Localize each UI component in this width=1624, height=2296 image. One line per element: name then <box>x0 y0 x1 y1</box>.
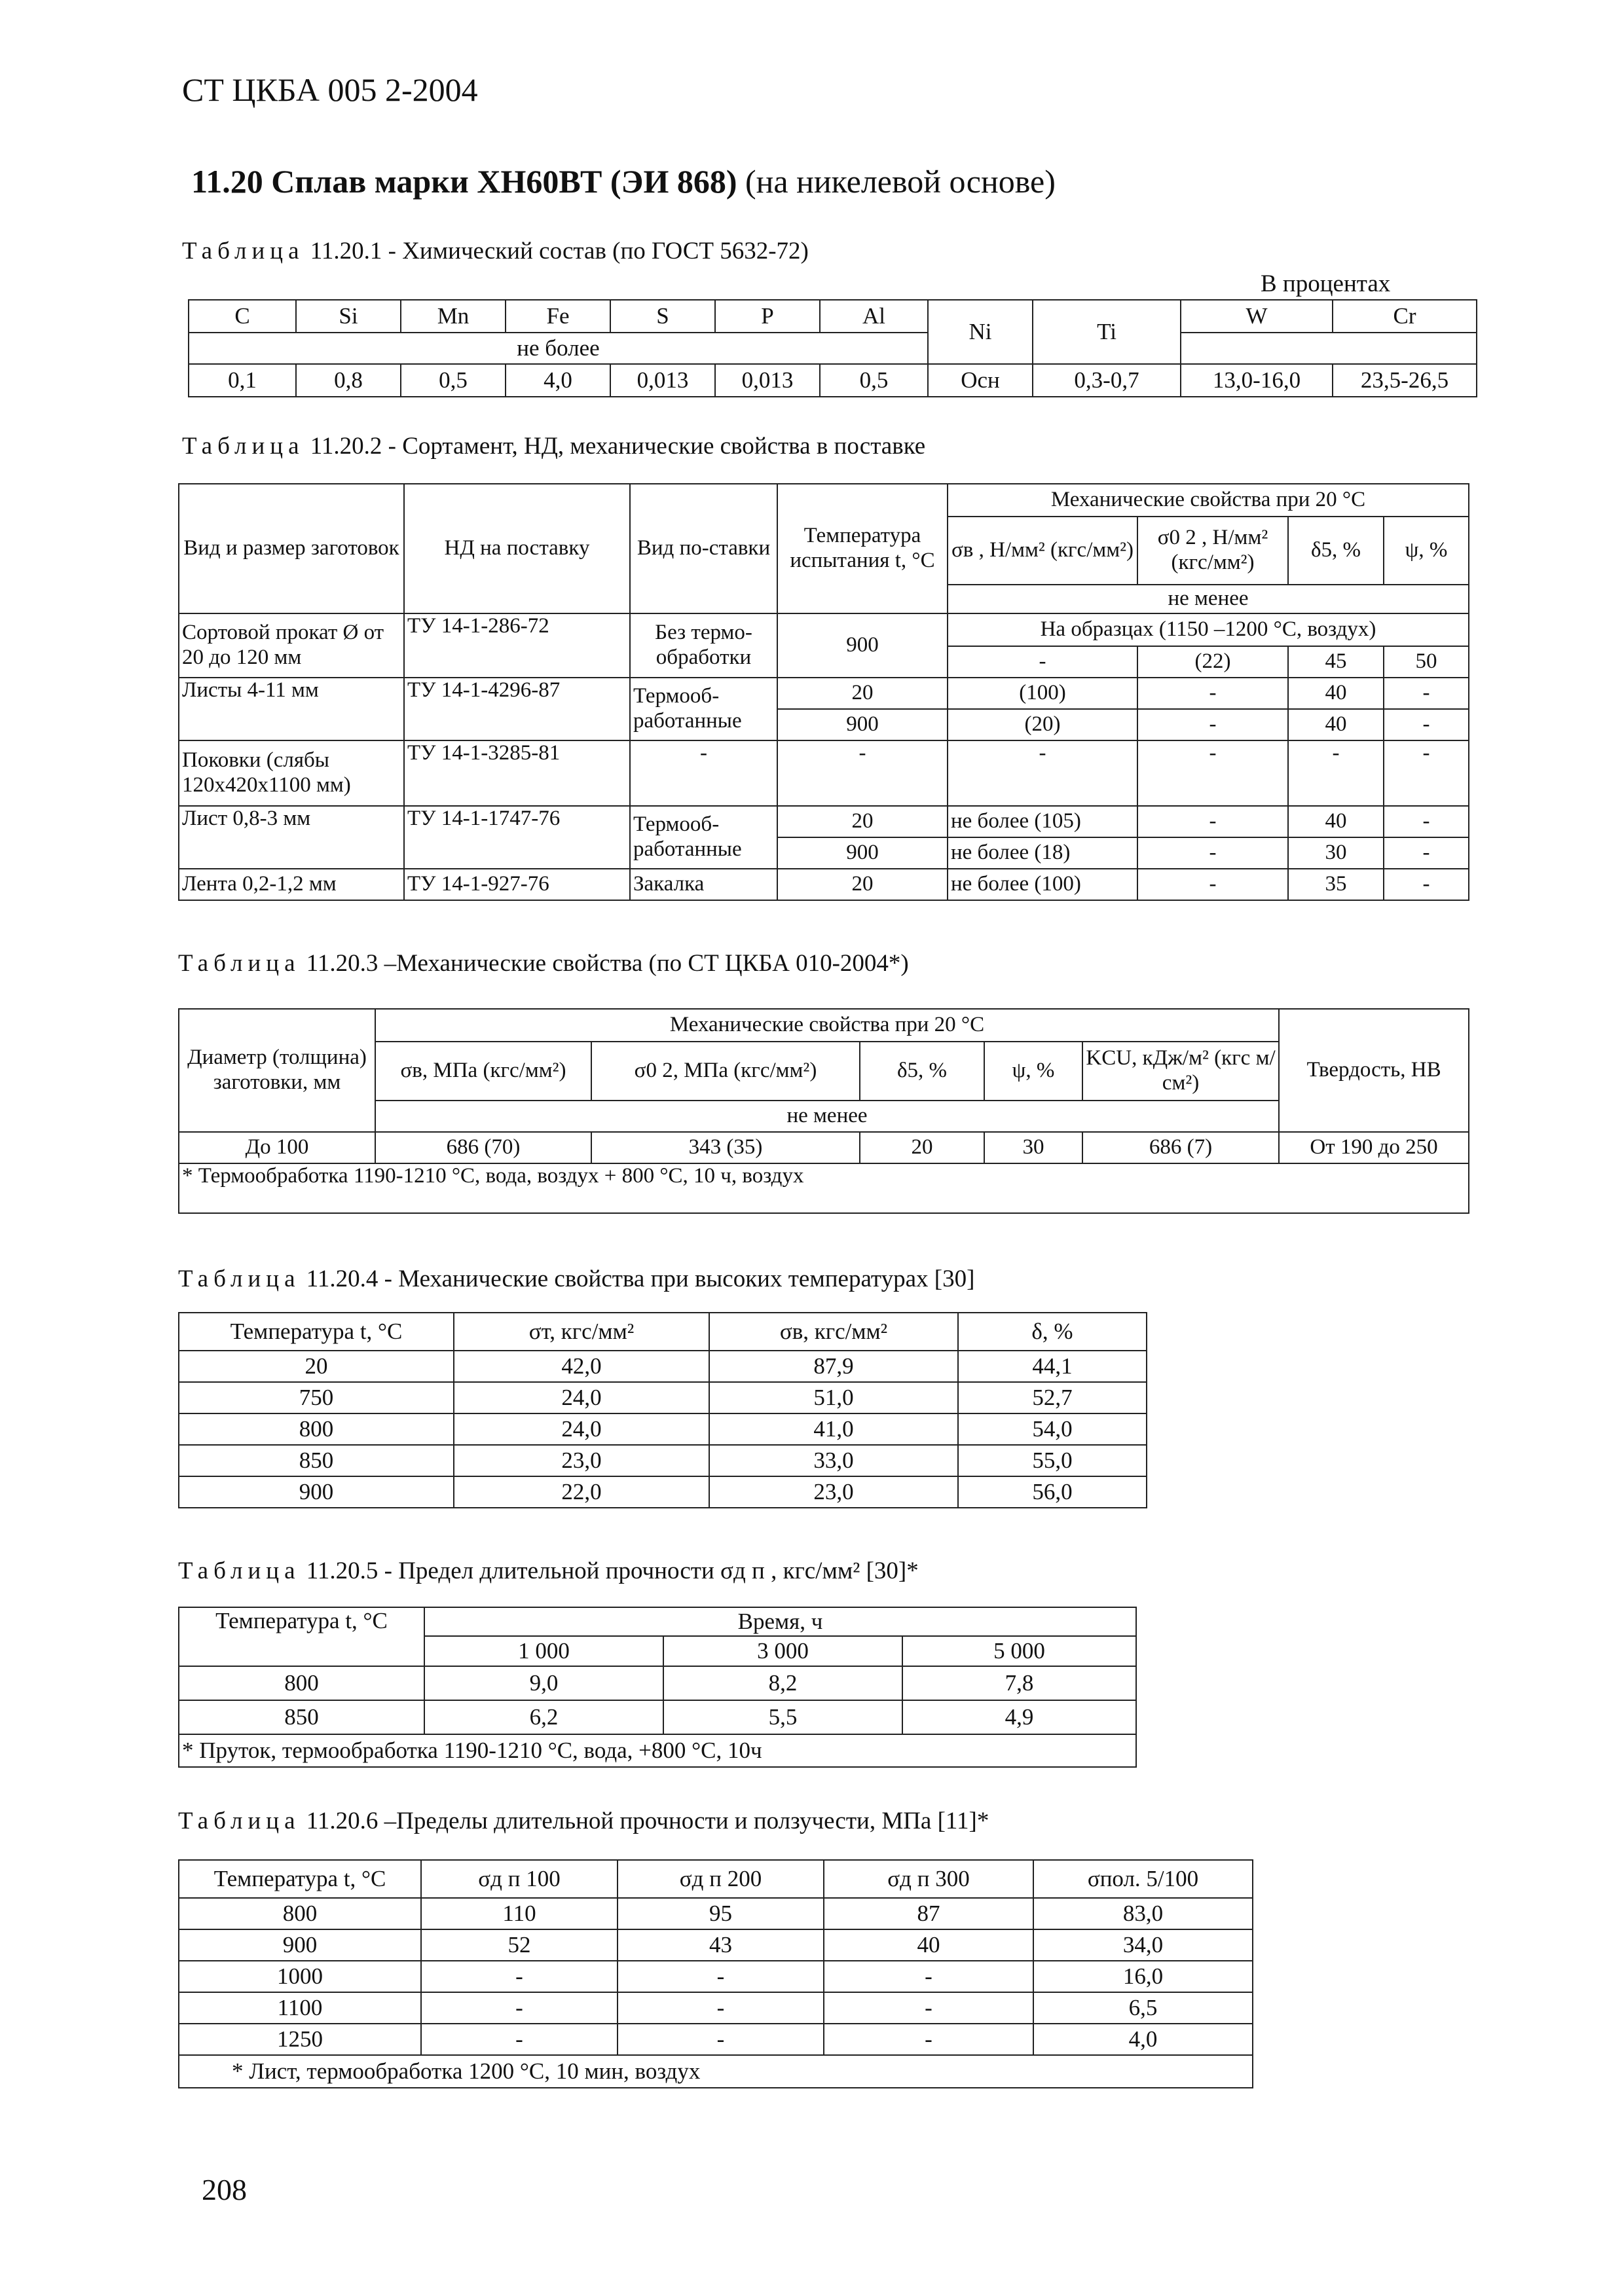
header-sigma-b: σв, кгс/мм² <box>709 1313 958 1351</box>
table-cell: - <box>824 1992 1033 2024</box>
row1-sigma-b: - <box>948 646 1137 678</box>
table-cell: 850 <box>179 1700 424 1734</box>
table-cell: - <box>824 2024 1033 2055</box>
header-ni: Ni <box>928 300 1033 364</box>
header-sigma-dp100: σд п 100 <box>421 1860 618 1898</box>
table5-footnote: * Пруток, термообработка 1190-1210 °С, вода, +800 °С, 10ч <box>179 1734 1136 1767</box>
table6-footnote: * Лист, термообработка 1200 °С, 10 мин, воздух <box>179 2055 1253 2088</box>
caption-word: Таблица <box>178 1266 301 1292</box>
header-psi: ψ, % <box>984 1042 1082 1101</box>
header-p: P <box>715 300 820 333</box>
header-psi: ψ, % <box>1384 517 1469 585</box>
row2-psi2: - <box>1384 709 1469 740</box>
row3-delta5: - <box>1288 740 1384 806</box>
table-cell: 800 <box>179 1898 421 1929</box>
header-c: C <box>189 300 296 333</box>
table-cell: 52 <box>421 1929 618 1961</box>
row3-kind: Поковки (слябы 120х420х1100 мм) <box>179 740 404 806</box>
caption-number: 11.20.4 <box>306 1266 378 1292</box>
table-cell: 5,5 <box>663 1700 902 1734</box>
value-mn: 0,5 <box>401 364 506 397</box>
row2-delta51: 40 <box>1288 678 1384 709</box>
value-ni: Осн <box>928 364 1033 397</box>
row1-psi: 50 <box>1384 646 1469 678</box>
row3-sigma-02: - <box>1137 740 1288 806</box>
empty-cell <box>1181 333 1477 364</box>
page-number: 208 <box>202 2173 247 2206</box>
value-c: 0,1 <box>189 364 296 397</box>
chemical-composition-table <box>188 299 1477 397</box>
table-cell: 24,0 <box>454 1382 709 1413</box>
table5-caption <box>178 1557 919 1585</box>
header-time-3000: 3 000 <box>663 1636 902 1666</box>
header-delta5: δ5, % <box>860 1042 984 1101</box>
caption-number: 11.20.1 <box>310 238 382 264</box>
header-sigma-b: σв , Н/мм² (кгс/мм²) <box>948 517 1137 585</box>
header-sigma-b: σв, МПа (кгс/мм²) <box>375 1042 591 1101</box>
table-cell: - <box>824 1961 1033 1992</box>
header-sigma-dp300: σд п 300 <box>824 1860 1033 1898</box>
caption-word: Таблица <box>178 1808 301 1834</box>
max-subheader: не более <box>189 333 928 364</box>
table1-caption <box>182 237 809 265</box>
row4-temp2: 900 <box>777 837 948 869</box>
row5-kind: Лента 0,2-1,2 мм <box>179 869 404 900</box>
caption-number: 11.20.2 <box>310 433 382 460</box>
row2-sigma-b2: (20) <box>948 709 1137 740</box>
header-sigma-t: σт, кгс/мм² <box>454 1313 709 1351</box>
high-temp-properties-table <box>178 1312 1147 1508</box>
row2-temp1: 20 <box>777 678 948 709</box>
table1-units: В процентах <box>1261 270 1391 297</box>
row2-sigma-021: - <box>1137 678 1288 709</box>
value-sigma-02: 343 (35) <box>591 1132 860 1163</box>
header-nd: НД на поставку <box>404 484 630 613</box>
header-si: Si <box>296 300 401 333</box>
row4-sigma-022: - <box>1137 837 1288 869</box>
row5-sigma-02: - <box>1137 869 1288 900</box>
value-psi: 30 <box>984 1132 1082 1163</box>
table-cell: 54,0 <box>958 1413 1147 1445</box>
table-cell: 40 <box>824 1929 1033 1961</box>
table-cell: 42,0 <box>454 1351 709 1382</box>
table-cell: 23,0 <box>454 1445 709 1476</box>
table-cell: 44,1 <box>958 1351 1147 1382</box>
table-cell: 1000 <box>179 1961 421 1992</box>
table-cell: - <box>618 1992 824 2024</box>
caption-number: 11.20.3 <box>306 950 378 977</box>
header-delivery: Вид по-ставки <box>630 484 777 613</box>
creep-strength-table <box>178 1859 1253 2088</box>
row3-nd: ТУ 14-1-3285-81 <box>404 740 630 806</box>
table4-caption <box>178 1265 974 1293</box>
value-diameter: До 100 <box>179 1132 375 1163</box>
value-s: 0,013 <box>610 364 715 397</box>
caption-text: –Пределы длительной прочности и ползучести, МПа [11]* <box>378 1808 989 1834</box>
table-cell: 4,9 <box>902 1700 1136 1734</box>
caption-word: Таблица <box>182 433 304 460</box>
table-cell: - <box>421 1961 618 1992</box>
value-delta5: 20 <box>860 1132 984 1163</box>
section-title <box>191 162 1056 200</box>
header-mech: Механические свойства при 20 °С <box>375 1009 1279 1042</box>
caption-number: 11.20.5 <box>306 1558 378 1584</box>
row3-delivery: - <box>630 740 777 806</box>
header-min: не менее <box>948 585 1469 613</box>
header-time-1000: 1 000 <box>424 1636 663 1666</box>
row5-delivery: Закалка <box>630 869 777 900</box>
table-cell: 1100 <box>179 1992 421 2024</box>
table2-caption <box>182 432 925 460</box>
table-cell: 800 <box>179 1413 454 1445</box>
row1-temp: 900 <box>777 613 948 678</box>
header-sigma-02: σ0 2, МПа (кгс/мм²) <box>591 1042 860 1101</box>
table-cell: 8,2 <box>663 1666 902 1700</box>
value-al: 0,5 <box>820 364 928 397</box>
caption-text: - Химический состав (по ГОСТ 5632-72) <box>382 238 809 264</box>
header-delta: δ, % <box>958 1313 1147 1351</box>
mechanical-properties-table <box>178 1008 1469 1214</box>
value-p: 0,013 <box>715 364 820 397</box>
table-cell: 24,0 <box>454 1413 709 1445</box>
row1-note: На образцах (1150 –1200 °С, воздух) <box>948 613 1469 646</box>
caption-text: - Механические свойства при высоких температурах [30] <box>378 1266 975 1292</box>
header-kcu: KCU, кДж/м² (кгс м/см²) <box>1082 1042 1279 1101</box>
value-w: 13,0-16,0 <box>1181 364 1333 397</box>
table-cell: 95 <box>618 1898 824 1929</box>
caption-word: Таблица <box>182 238 304 264</box>
table-cell: 850 <box>179 1445 454 1476</box>
table-cell: - <box>618 1961 824 1992</box>
table-cell: 83,0 <box>1033 1898 1253 1929</box>
table-cell: 750 <box>179 1382 454 1413</box>
table-cell: 52,7 <box>958 1382 1147 1413</box>
header-s: S <box>610 300 715 333</box>
row3-temp: - <box>777 740 948 806</box>
row4-kind: Лист 0,8-3 мм <box>179 806 404 869</box>
header-temperature: Температура t, °С <box>179 1607 424 1666</box>
caption-text: - Предел длительной прочности σд п , кгс/мм² [30]* <box>378 1558 919 1584</box>
header-cr: Cr <box>1333 300 1477 333</box>
header-kind: Вид и размер заготовок <box>179 484 404 613</box>
caption-text: - Сортамент, НД, механические свойства в поставке <box>382 433 926 460</box>
table6-caption <box>178 1807 989 1835</box>
row3-sigma-b: - <box>948 740 1137 806</box>
row5-temp: 20 <box>777 869 948 900</box>
row1-kind: Сортовой прокат Ø от 20 до 120 мм <box>179 613 404 678</box>
table3-caption <box>178 949 909 977</box>
value-ti: 0,3-0,7 <box>1033 364 1181 397</box>
header-al: Al <box>820 300 928 333</box>
section-title-rest: (на никелевой основе) <box>737 163 1056 200</box>
row4-temp1: 20 <box>777 806 948 837</box>
row5-sigma-b: не более (100) <box>948 869 1137 900</box>
header-temperature: Температура t, °С <box>179 1860 421 1898</box>
table-cell: 7,8 <box>902 1666 1136 1700</box>
table-cell: 800 <box>179 1666 424 1700</box>
row1-delta5: 45 <box>1288 646 1384 678</box>
table-cell: 9,0 <box>424 1666 663 1700</box>
table-cell: 6,2 <box>424 1700 663 1734</box>
row1-nd: ТУ 14-1-286-72 <box>404 613 630 678</box>
caption-number: 11.20.6 <box>306 1808 378 1834</box>
table-cell: - <box>421 2024 618 2055</box>
row4-nd: ТУ 14-1-1747-76 <box>404 806 630 869</box>
header-min: не менее <box>375 1101 1279 1132</box>
table-cell: 41,0 <box>709 1413 958 1445</box>
caption-word: Таблица <box>178 1558 301 1584</box>
row4-psi2: - <box>1384 837 1469 869</box>
row2-nd: ТУ 14-1-4296-87 <box>404 678 630 740</box>
row4-delta52: 30 <box>1288 837 1384 869</box>
value-sigma-b: 686 (70) <box>375 1132 591 1163</box>
table-cell: 20 <box>179 1351 454 1382</box>
row3-psi: - <box>1384 740 1469 806</box>
row2-kind: Листы 4-11 мм <box>179 678 404 740</box>
row1-delivery: Без термо-обработки <box>630 613 777 678</box>
header-w: W <box>1181 300 1333 333</box>
table-cell: 43 <box>618 1929 824 1961</box>
header-mech: Механические свойства при 20 °С <box>948 484 1469 517</box>
table-cell: 87,9 <box>709 1351 958 1382</box>
header-test-temp: Температура испытания t, °С <box>777 484 948 613</box>
caption-text: –Механические свойства (по СТ ЦКБА 010-2004*) <box>378 950 909 977</box>
value-kcu: 686 (7) <box>1082 1132 1279 1163</box>
table-cell: 110 <box>421 1898 618 1929</box>
header-sigma-dp200: σд п 200 <box>618 1860 824 1898</box>
value-cr: 23,5-26,5 <box>1333 364 1477 397</box>
table-cell: 34,0 <box>1033 1929 1253 1961</box>
table-cell: 56,0 <box>958 1476 1147 1508</box>
long-term-strength-table <box>178 1607 1137 1768</box>
header-mn: Mn <box>401 300 506 333</box>
row5-delta5: 35 <box>1288 869 1384 900</box>
row2-psi1: - <box>1384 678 1469 709</box>
header-sigma-pol: σпол. 5/100 <box>1033 1860 1253 1898</box>
header-delta5: δ5, % <box>1288 517 1384 585</box>
header-hardness: Твердость, НВ <box>1279 1009 1469 1132</box>
row4-delivery: Термооб-работанные <box>630 806 777 869</box>
header-fe: Fe <box>506 300 610 333</box>
header-time-5000: 5 000 <box>902 1636 1136 1666</box>
header-temperature: Температура t, °С <box>179 1313 454 1351</box>
row2-delivery: Термооб-работанные <box>630 678 777 740</box>
table-cell: 900 <box>179 1476 454 1508</box>
document-header: СТ ЦКБА 005 2-2004 <box>182 71 478 108</box>
row2-sigma-b1: (100) <box>948 678 1137 709</box>
row2-sigma-022: - <box>1137 709 1288 740</box>
header-ti: Ti <box>1033 300 1181 364</box>
section-title-bold: 11.20 Сплав марки ХН60ВТ (ЭИ 868) <box>191 163 737 200</box>
table3-footnote: * Термообработка 1190-1210 °С, вода, воздух + 800 °С, 10 ч, воздух <box>179 1163 1469 1213</box>
header-sigma-02: σ0 2 , Н/мм² (кгс/мм²) <box>1137 517 1288 585</box>
table-cell: 900 <box>179 1929 421 1961</box>
table-cell: 51,0 <box>709 1382 958 1413</box>
table-cell: 16,0 <box>1033 1961 1253 1992</box>
row4-psi1: - <box>1384 806 1469 837</box>
row4-sigma-021: - <box>1137 806 1288 837</box>
value-hardness: От 190 до 250 <box>1279 1132 1469 1163</box>
value-si: 0,8 <box>296 364 401 397</box>
header-time: Время, ч <box>424 1607 1136 1636</box>
row5-psi: - <box>1384 869 1469 900</box>
row4-sigma-b1: не более (105) <box>948 806 1137 837</box>
table-cell: 23,0 <box>709 1476 958 1508</box>
row5-nd: ТУ 14-1-927-76 <box>404 869 630 900</box>
table-cell: 33,0 <box>709 1445 958 1476</box>
table-cell: - <box>618 2024 824 2055</box>
row1-sigma-02: (22) <box>1137 646 1288 678</box>
row4-sigma-b2: не более (18) <box>948 837 1137 869</box>
row2-temp2: 900 <box>777 709 948 740</box>
table-cell: 87 <box>824 1898 1033 1929</box>
row2-delta52: 40 <box>1288 709 1384 740</box>
table-cell: 55,0 <box>958 1445 1147 1476</box>
header-diameter: Диаметр (толщина) заготовки, мм <box>179 1009 375 1132</box>
table-cell: 1250 <box>179 2024 421 2055</box>
row4-delta51: 40 <box>1288 806 1384 837</box>
assortment-table <box>178 483 1469 901</box>
table-cell: 22,0 <box>454 1476 709 1508</box>
caption-word: Таблица <box>178 950 301 977</box>
table-cell: 6,5 <box>1033 1992 1253 2024</box>
table-cell: 4,0 <box>1033 2024 1253 2055</box>
table-cell: - <box>421 1992 618 2024</box>
value-fe: 4,0 <box>506 364 610 397</box>
